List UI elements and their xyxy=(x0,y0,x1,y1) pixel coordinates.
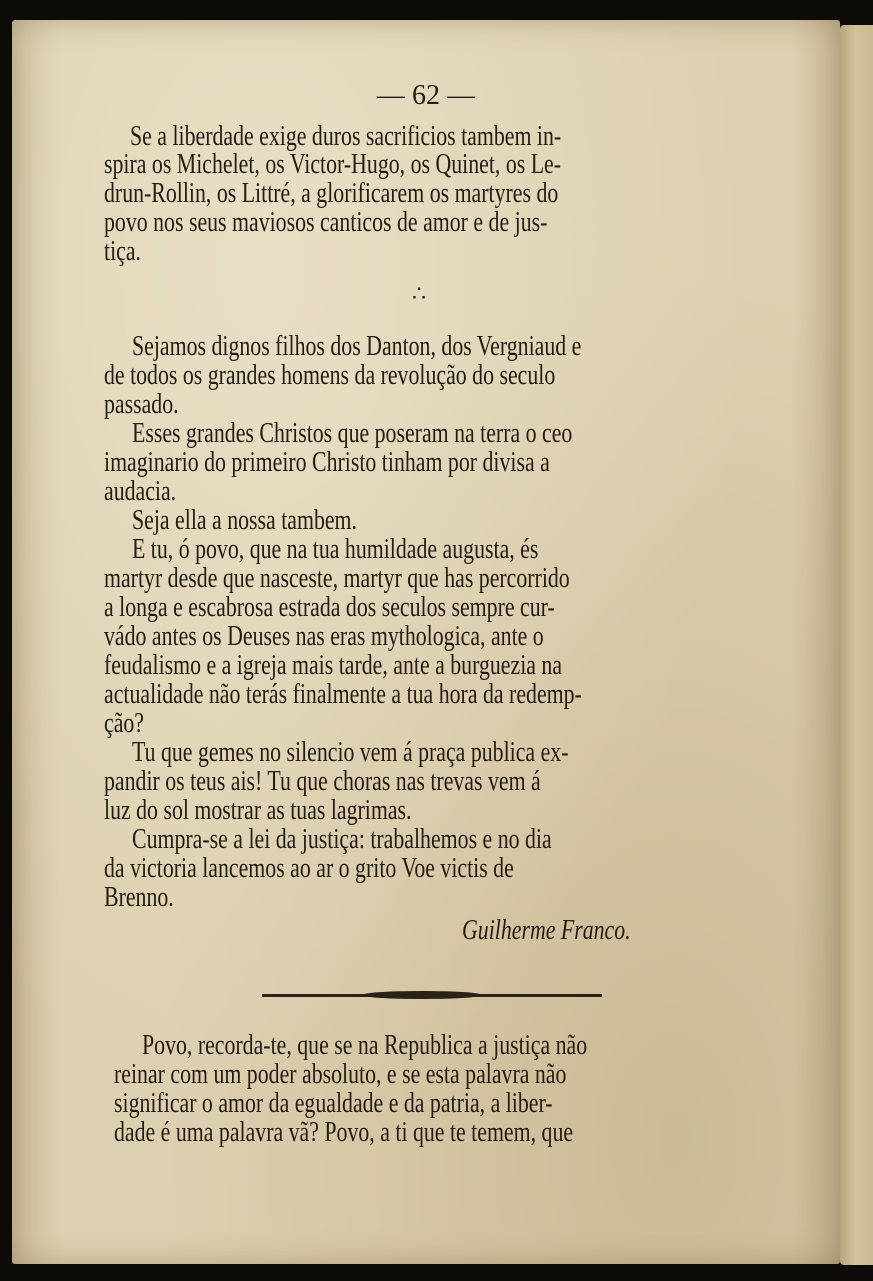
text-line: Se a liberdade exige duros sacrificios tambem in- xyxy=(130,121,562,152)
page-sheet xyxy=(12,20,840,1264)
text-line: povo nos seus maviosos canticos de amor e de jus- xyxy=(104,207,548,238)
text-line: Brenno. xyxy=(104,882,174,913)
adjacent-page-edge xyxy=(840,25,873,1265)
text-line: vádo antes os Deuses nas eras mythologica, ante o xyxy=(104,621,544,652)
text-line: reinar com um poder absoluto, e se esta palavra não xyxy=(114,1059,567,1090)
text-line: Povo, recorda-te, que se na Republica a justiça não xyxy=(142,1030,588,1061)
page-number: — 62 — xyxy=(377,80,475,111)
text-line: de todos os grandes homens da revolução do seculo xyxy=(104,360,556,391)
text-line: pandir os teus ais! Tu que choras nas trevas vem á xyxy=(104,766,541,797)
text-line: imaginario do primeiro Christo tinham por divisa a xyxy=(104,447,550,478)
text-line: actualidade não terás finalmente a tua hora da redemp- xyxy=(104,679,582,710)
text-line: tiça. xyxy=(104,236,141,267)
text-line: E tu, ó povo, que na tua humildade augusta, és xyxy=(132,534,539,565)
text-line: Tu que gemes no silencio vem á praça publica ex- xyxy=(132,737,569,768)
text-line: Seja ella a nossa tambem. xyxy=(132,505,358,536)
text-line: dade é uma palavra vã? Povo, a ti que te temem, que xyxy=(114,1117,574,1148)
author-signature: Guilherme Franco. xyxy=(462,915,631,946)
text-line: spira os Michelet, os Victor-Hugo, os Quinet, os Le- xyxy=(104,149,562,180)
text-line: drun-Rollin, os Littré, a glorificarem os martyres do xyxy=(104,178,559,209)
text-line: Esses grandes Christos que poseram na terra o ceo xyxy=(132,418,573,449)
text-line: luz do sol mostrar as tuas lagrimas. xyxy=(104,795,412,826)
text-line: Cumpra-se a lei da justiça: trabalhemos e no dia xyxy=(132,824,552,855)
text-line: feudalismo e a igreja mais tarde, ante a burguezia na xyxy=(104,650,563,681)
section-separator: ∴ xyxy=(412,282,426,307)
text-line: audacia. xyxy=(104,476,177,507)
text-line: martyr desde que nasceste, martyr que has percorrido xyxy=(104,563,570,594)
text-line: significar o amor da egualdade e da patria, a liber- xyxy=(114,1088,553,1119)
ornamental-divider-swell xyxy=(362,991,482,999)
text-line: ção? xyxy=(104,708,145,739)
text-line: passado. xyxy=(104,389,179,420)
text-line: a longa e escabrosa estrada dos seculos sempre cur- xyxy=(104,592,555,623)
text-line: da victoria lancemos ao ar o grito Voe victis de xyxy=(104,853,514,884)
text-line: Sejamos dignos filhos dos Danton, dos Vergniaud e xyxy=(132,331,582,362)
